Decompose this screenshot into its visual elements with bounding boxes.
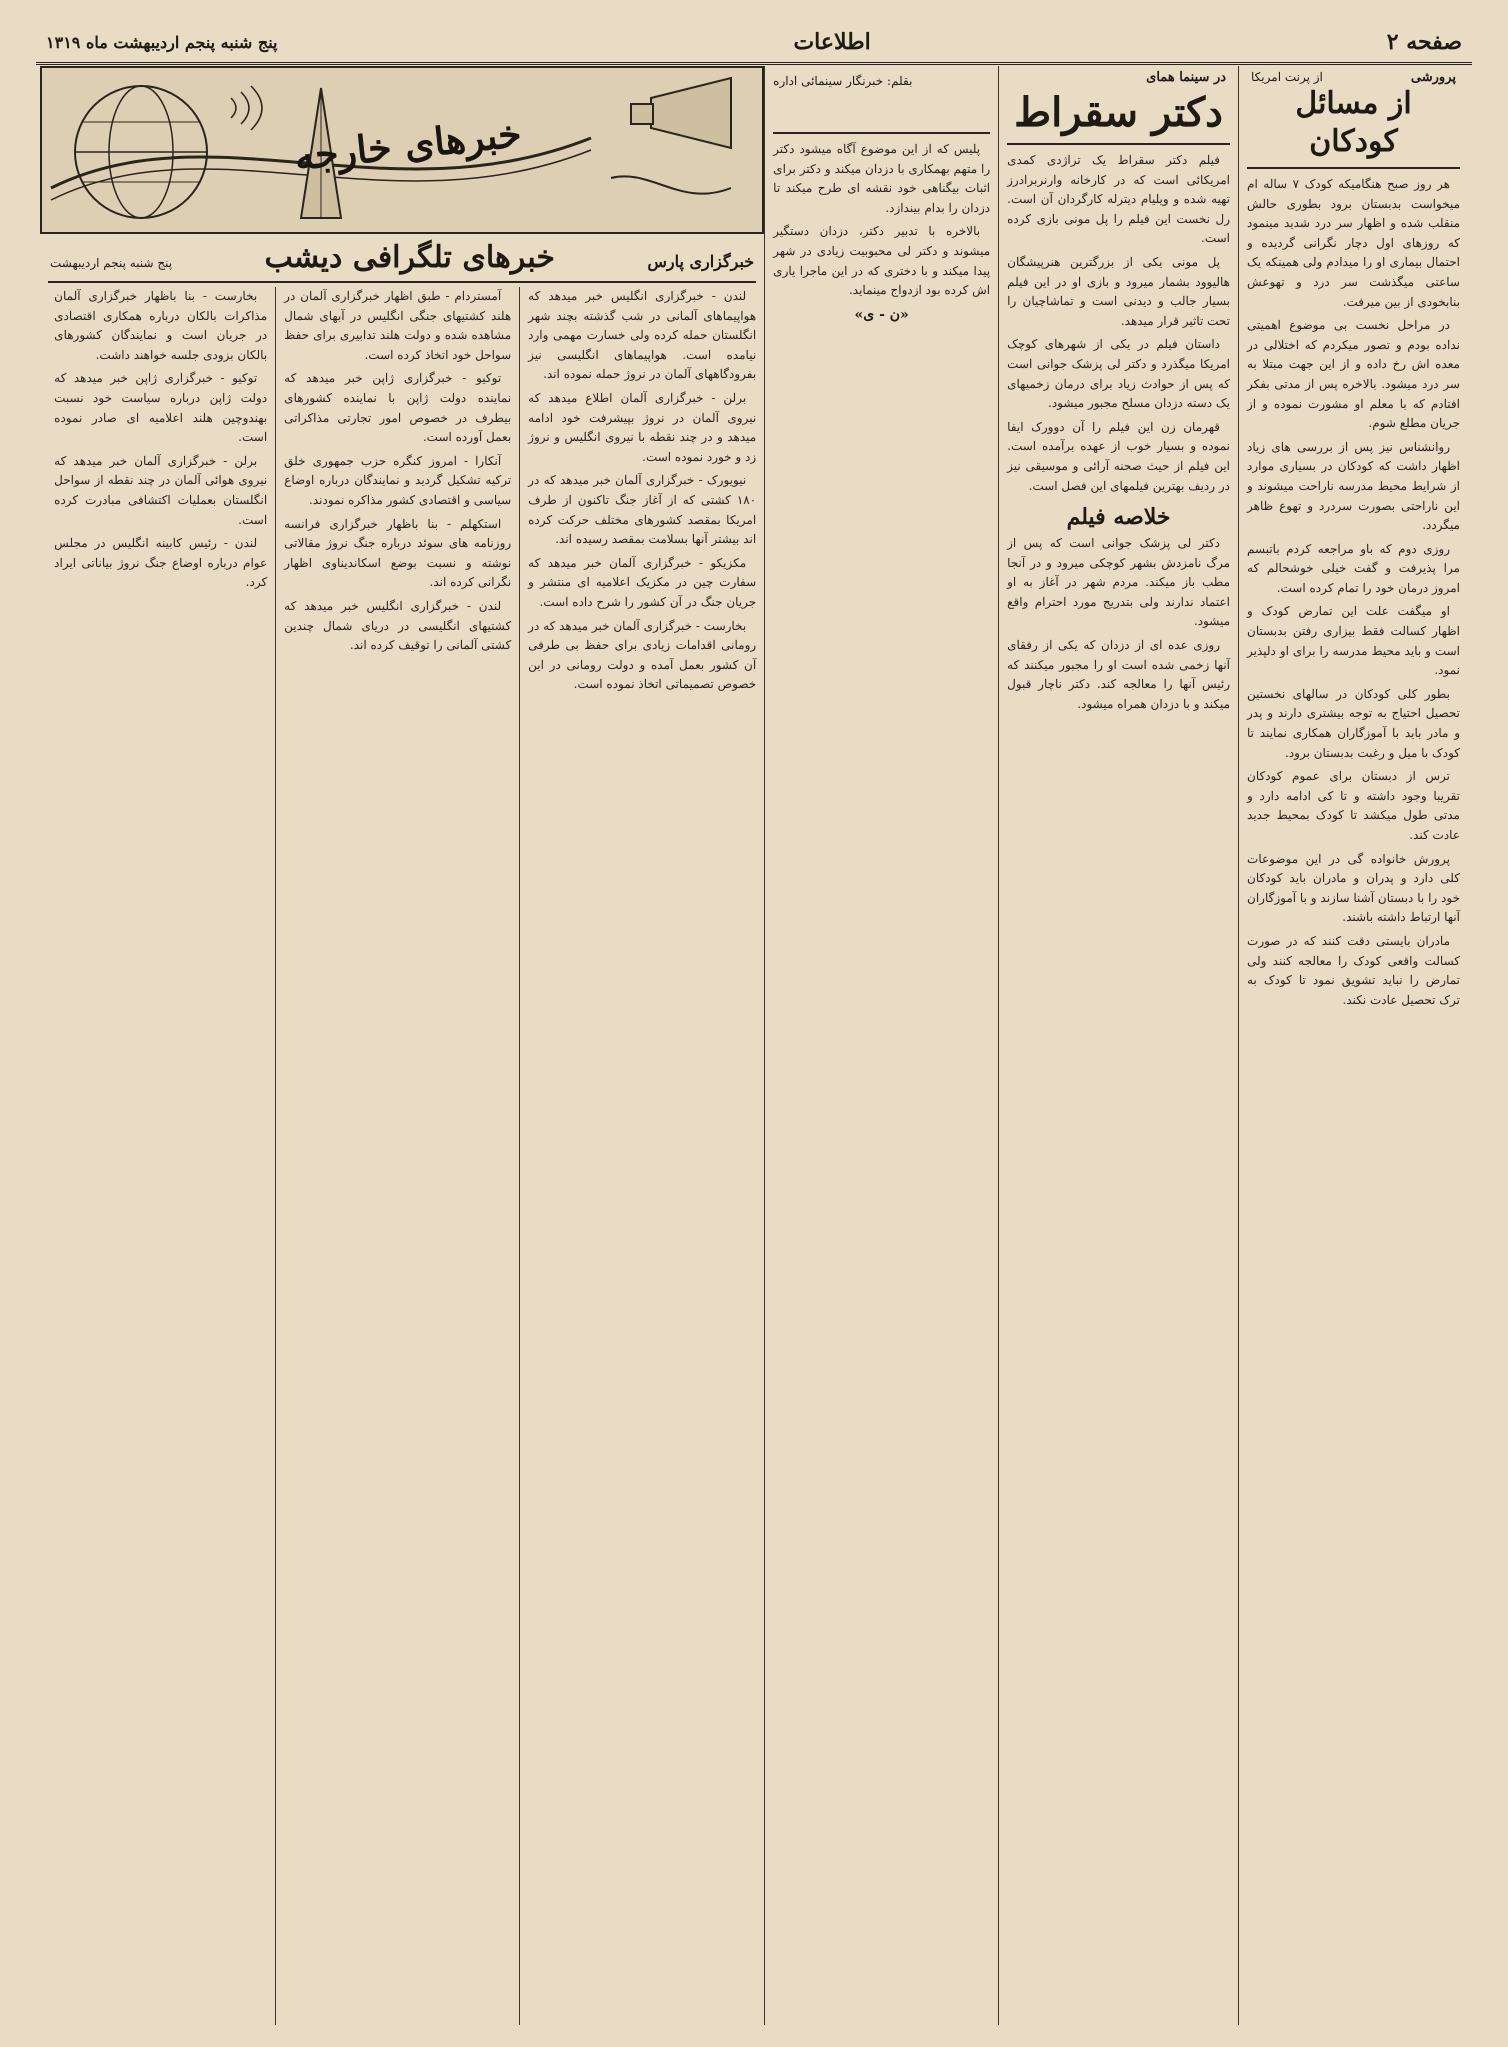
film-kicker: در سینما همای <box>1146 70 1227 85</box>
paragraph: پلیس که از این موضوع آگاه میشود دکتر را متهم بهمکاری با دزدان میکند و دکتر برای اثبات بیگناهی خود نقشه ای طرح میکند تا دزدان را بدام بیندازد. <box>773 142 991 215</box>
film-summary-title: خلاصه فیلم <box>1066 504 1171 531</box>
article-title: از مسائل کودکان <box>1295 86 1412 159</box>
issue-date: پنج شنبه پنجم اردیبهشت ماه ۱۳۱۹ <box>46 32 278 52</box>
banner-title: خبرهای خارجه <box>292 110 524 179</box>
news-item: توکیو - خبرگزاری ژاپن خبر میدهد که نماینده دولت ژاپن با نماینده کشورهای بیطرف در خصوص امور تجارتی مذاکراتی بعمل آورده است. <box>284 371 512 445</box>
paragraph: بطور کلی کودکان در سالهای نخستین تحصیل احتیاج به توجه بیشتری دارند و پدر و مادر باید با آموزگاران همکاری نمایند تا کودک با میل و رغبت بدبستان برود. <box>1247 686 1460 760</box>
news-item: توکیو - خبرگزاری ژاپن خبر میدهد که دولت ژاپن درباره سیاست خود نسبت بهندوچین هلند اعلامیه ای صادر نموده است. <box>54 371 268 445</box>
paragraph: فیلم دکتر سقراط یک تراژدی کمدی امریکائی است که در کارخانه وارنربرادرز تهیه شده و ویلیام دیترله کارگردان آن است. رل نخست این فیلم را پل مونی بازی کرده است. <box>1007 153 1231 246</box>
foreign-news-section <box>40 66 764 2025</box>
column-film-review-2 <box>764 66 998 2025</box>
news-item: برلن - خبرگزاری آلمان اطلاع میدهد که نیروی آلمان در نروژ بپیشرفت خود ادامه میدهد و در چند نقطه با نیروی انگلیس و نروژ زد و خورد نموده است. <box>528 390 757 464</box>
news-item: بخارست - بنا باظهار خبرگزاری آلمان مذاکرات بالکان درباره همکاری اقتصادی در جریان است و نمایندگان کشورهای بالکان بزودی جلسه خواهند داشت. <box>54 289 268 362</box>
paragraph: روزی عده ای از دزدان که یکی از رفقای آنها زخمی شده است او را مجبور میکنند که رئیس آنها را معالجه کند. دکتر ناچار قبول میکند و با دزدان همراه میشود. <box>1007 638 1231 711</box>
film-title: دکتر سقراط <box>1014 89 1223 136</box>
news-item: مکزیکو - خبرگزاری آلمان خبر میدهد که سفارت چین در مکزیک اعلامیه ای منتشر و جریان جنگ در آن کشور را شرح داده است. <box>528 555 757 609</box>
news-column-2 <box>275 287 519 2025</box>
foreign-news-banner <box>40 66 764 234</box>
news-agency: خبرگزاری پارس <box>647 252 755 271</box>
paragraph: هر روز صبح هنگامیکه کودک ۷ ساله ام میخواست بدبستان برود بطوری حالش منقلب شده و اظهار سر درد شدید مینمود که روزهای اول دچار نگرانی گردیده و احتمال بیماری او را میدادم ولی همینکه یک ساعتی میگذشت سر درد و تهوعش بنابخودی از بین میرفت. <box>1247 177 1460 309</box>
news-item: آمستردام - طبق اظهار خبرگزاری آلمان در هلند کشتیهای جنگی انگلیس در آبهای شمال مشاهده شده و دولت هلند تدابیری برای حفظ سواحل خود اتخاذ کرده است. <box>284 289 512 362</box>
columns <box>40 66 1468 2025</box>
column-child-article <box>1238 66 1468 2025</box>
paragraph: روانشناس نیز پس از بررسی های زیاد اظهار داشت که کودکان در بسیاری موارد از شرایط محیط مدرسه ناراحت میشوند و این ناراحتی بصورت سردرد و تهوع ظاهر میگردد. <box>1247 439 1460 533</box>
news-item: لندن - رئیس کابینه انگلیس در مجلس عوام درباره اوضاع جنگ نروژ بیاناتی ایراد کرد. <box>54 536 268 590</box>
paragraph: پل مونی یکی از بزرگترین هنرپیشگان هالیوود بشمار میرود و بازی او در این فیلم بسیار جالب و دیدنی است و تماشاچیان را تحت تاثیر قرار میدهد. <box>1007 254 1231 328</box>
news-date: پنج شنبه پنجم اردیبهشت <box>50 256 173 270</box>
newspaper-name: اطلاعات <box>793 29 871 55</box>
article-body <box>1247 175 1460 1010</box>
paragraph: در مراحل نخست بی موضوع اهمیتی نداده بودم و تصور میکردم که اختلالی در معده اش رخ داده و از این جهت مبتلا به سر درد میشود. بالاخره پس از مدتی بفکر افتادم که با معلم او مشورت نموده و از جریان مطلع شوم. <box>1247 318 1460 431</box>
paragraph: مادران بایستی دقت کنند که در صورت کسالت واقعی کودک را معالجه کنند ولی تمارض را نباید تشویق نمود تا کودک به ترک تحصیل عادت نکند. <box>1247 933 1460 1007</box>
news-item: استکهلم - بنا باظهار خبرگزاری فرانسه روزنامه های سوئد درباره جنگ نروژ مقالاتی نوشته و نسبت بوضع اسکاندیناوی اظهار نگرانی کرده اند. <box>284 516 512 590</box>
paragraph: قهرمان زن این فیلم را آن دوورک ایفا نموده و بسیار خوب از عهده برآمده است. این فیلم از حیث صحنه آرائی و موسیقی نیز در ردیف بهترین فیلمهای این فصل است. <box>1007 419 1231 493</box>
film-byline: بقلم: خبرنگار سینمائی اداره <box>773 74 913 88</box>
news-title-row <box>40 234 764 277</box>
news-item: آنکارا - امروز کنگره حزب جمهوری خلق ترکیه تشکیل گردید و نمایندگان درباره اوضاع سیاسی و اقتصادی کشور مذاکره نمودند. <box>284 453 512 507</box>
news-column-1 <box>519 287 764 2025</box>
news-item: لندن - خبرگزاری انگلیس خبر میدهد که هواپیماهای آلمانی در شب گذشته بچند شهر انگلستان حمله کرده ولی خسارت مهمی وارد نیامده است. هواپیماهای انگلیسی نیز بفرودگاههای آلمان در نروژ حمله نموده اند. <box>528 289 757 382</box>
paragraph: بالاخره با تدبیر دکتر، دزدان دستگیر میشوند و دکتر لی محبوبیت زیادی در شهر پیدا میکند و با دختری که در این ماجرا یاری اش کرده بود ازدواج مینماید. <box>773 224 991 298</box>
page-header <box>36 22 1472 65</box>
news-columns <box>40 287 764 2025</box>
article-kicker: پرورشی <box>1410 70 1456 85</box>
page-number: صفحه ۲ <box>1386 29 1462 55</box>
news-item: نیویورک - خبرگزاری آلمان خبر میدهد که در ۱۸۰ کشتی که از آغاز جنگ تاکنون از طرف امریکا بمقصد کشورهای مختلف حرکت کرده اند بیشتر آنها بسلامت بمقصد رسیده اند. <box>528 473 757 547</box>
news-column-3 <box>46 287 275 2025</box>
paragraph: دکتر لی پزشک جوانی است که پس از مرگ نامزدش بشهر کوچکی میرود و در آنجا مطب باز میکند. مردم شهر در آغاز به او اعتماد ندارند ولی بتدریج مورد احترام واقع میشود. <box>1007 536 1231 629</box>
news-item: لندن - خبرگزاری انگلیس خبر میدهد که کشتیهای انگلیسی در دریای شمال چندین کشتی آلمانی را توقیف کرده اند. <box>284 598 512 653</box>
paragraph: داستان فیلم در یکی از شهرهای کوچک امریکا میگذرد و دکتر لی پزشک جوانی است که پس از حوادث زیاد برای درمان زخمیهای یک دسته دزدان مسلح مجبور میشود. <box>1007 337 1231 411</box>
paragraph: پرورش خانواده گی در این موضوعات کلی دارد و پدران و مادران باید کودکان خود را با دبستان آشنا سازند و با آموزگاران آنها ارتباط داشته باشند. <box>1247 851 1460 925</box>
film-signature: «ن - ی» <box>854 306 909 323</box>
news-item: بخارست - خبرگزاری آلمان خبر میدهد که در رومانی اقدامات زیادی برای حفظ بی طرفی آن کشور بعمل آمده و دولت رومانی در این خصوص تصمیماتی اتخاذ نموده است. <box>528 618 757 692</box>
column-film-review-1 <box>998 66 1238 2025</box>
paragraph: روزی دوم که باو مراجعه کردم باتبسم مرا پذیرفت و گفت خیلی خوشحالم که امروز درمان خود را تمام کرده است. <box>1247 541 1460 595</box>
news-section-title: خبرهای تلگرافی دیشب <box>264 240 555 275</box>
news-item: برلن - خبرگزاری آلمان خبر میدهد که نیروی هوائی آلمان در چند نقطه از سواحل انگلستان بعملیات اکتشافی مبادرت کرده است. <box>54 453 268 527</box>
article-source: از پرنت امریکا <box>1251 70 1323 84</box>
paragraph: او میگفت علت این تمارض کودک و اظهار کسالت فقط بیزاری رفتن بدبستان است و باید محیط مدرسه را برای او دلپذیر نمود. <box>1247 604 1460 678</box>
paragraph: ترس از دبستان برای عموم کودکان تقریبا وجود داشته و تا کی ادامه دارد و مدتی طول میکشد تا کودک بمحیط جدید عادت کند. <box>1247 769 1460 842</box>
